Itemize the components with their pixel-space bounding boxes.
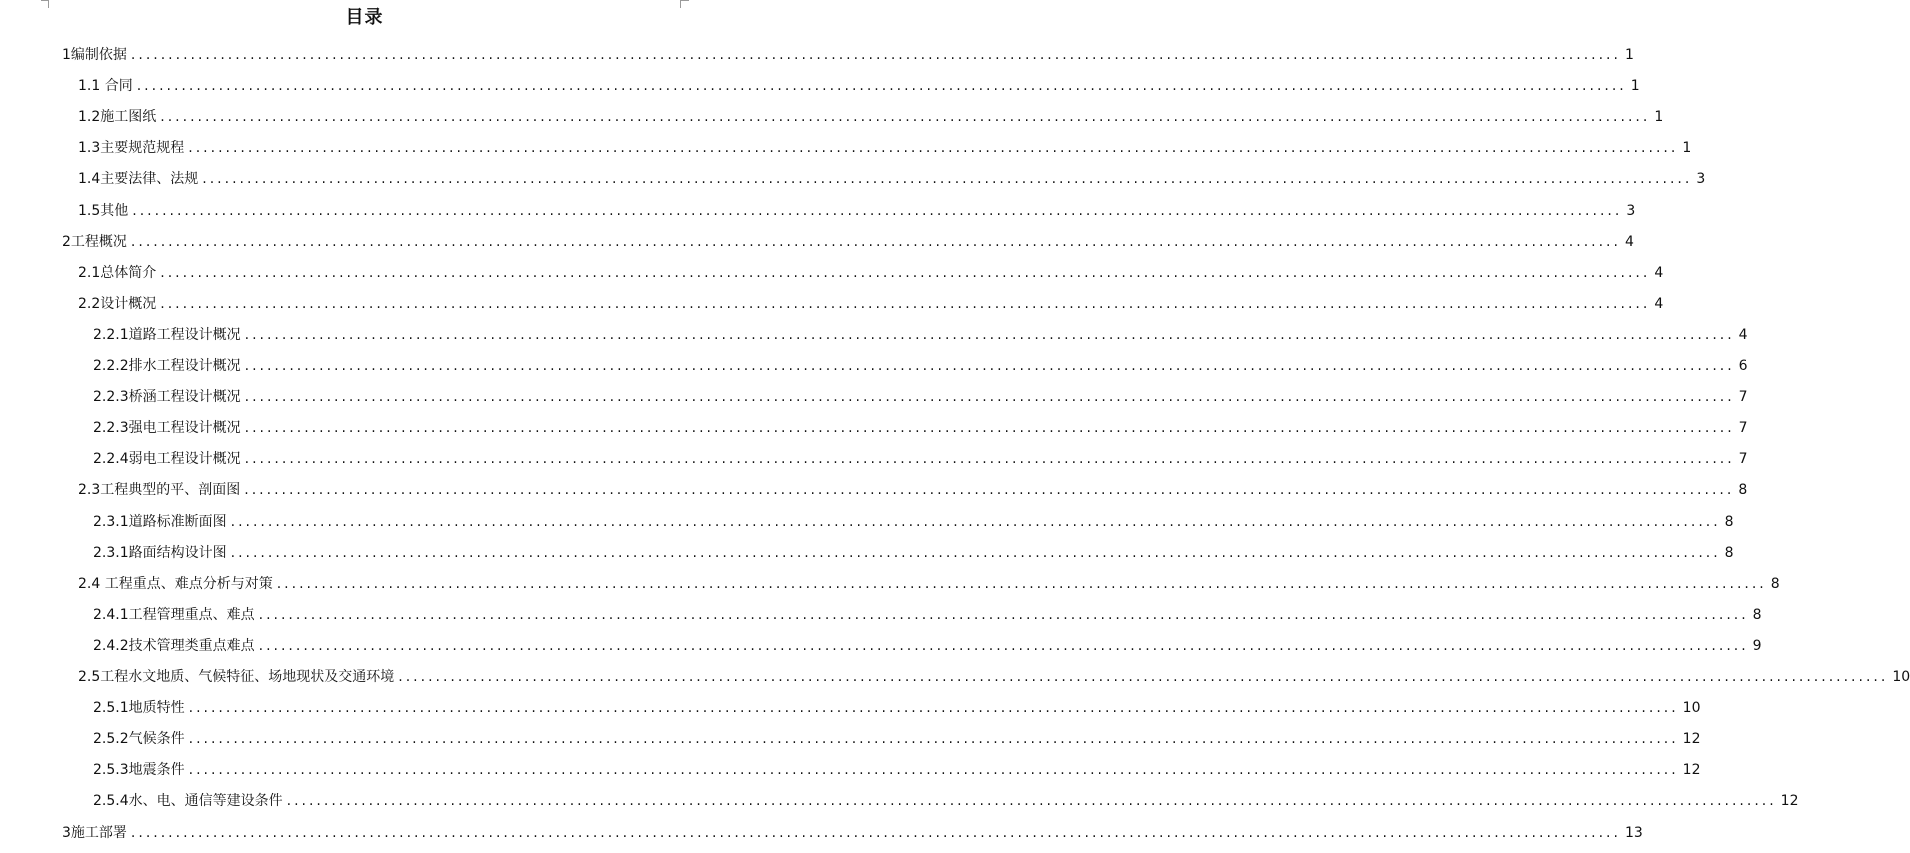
toc-leader-dots: ........................................................................................................................................................................................................	[130, 233, 1621, 250]
toc-leader-dots: ........................................................................................................................................................................................................	[188, 731, 1679, 748]
toc-leader-dots: ........................................................................................................................................................................................................	[136, 78, 1627, 95]
toc-leader-dots: ........................................................................................................................................................................................................	[132, 202, 1623, 219]
toc-entry[interactable]	[0, 291, 1664, 313]
toc-leader-dots: ........................................................................................................................................................................................................	[244, 482, 1735, 499]
toc-leader-dots: ........................................................................................................................................................................................................	[244, 451, 1735, 468]
toc-leader-dots: ........................................................................................................................................................................................................	[230, 544, 1721, 561]
margin-mark-left-h	[41, 0, 49, 1]
toc-entry-page: 12	[1682, 731, 1701, 748]
toc-entry-label: 2工程概况	[62, 233, 127, 250]
toc-entry-label: 2.4.1工程管理重点、难点	[93, 606, 255, 623]
toc-entry[interactable]	[0, 477, 1748, 499]
toc-leader-dots: ........................................................................................................................................................................................................	[230, 513, 1721, 530]
toc-title: 目录	[345, 7, 384, 28]
toc-entry-page: 12	[1780, 793, 1799, 810]
toc-entry-label: 1编制依据	[62, 47, 127, 63]
toc-entry-page: 10	[1892, 669, 1910, 685]
toc-entry-page: 1	[1654, 109, 1664, 126]
toc-entry-label: 2.2.3强电工程设计概况	[93, 420, 241, 437]
toc-entry-page: 9	[1752, 637, 1762, 654]
toc-leader-dots: ........................................................................................................................................................................................................	[160, 264, 1651, 281]
toc-entry[interactable]	[0, 322, 1748, 344]
toc-entry-page: 1	[1624, 47, 1634, 63]
toc-entry-page: 3	[1696, 171, 1706, 188]
toc-entry-page: 4	[1624, 233, 1634, 250]
toc-entry[interactable]	[0, 726, 1701, 748]
toc-entry-page: 7	[1738, 420, 1748, 437]
toc-entry[interactable]	[0, 602, 1762, 624]
toc-entry[interactable]	[0, 384, 1748, 406]
toc-entry[interactable]	[0, 198, 1636, 220]
toc-entry-page: 12	[1682, 762, 1701, 779]
toc-leader-dots: ........................................................................................................................................................................................................	[202, 171, 1693, 188]
toc-entry[interactable]	[0, 664, 1910, 686]
toc-leader-dots: ........................................................................................................................................................................................................	[244, 389, 1735, 406]
toc-entry-label: 2.5.3地震条件	[93, 762, 185, 779]
margin-mark-right-h	[681, 0, 689, 1]
toc-entry[interactable]	[0, 42, 1634, 64]
toc-entry-label: 2.3.1路面结构设计图	[93, 544, 227, 561]
toc-entry-label: 1.3主要规范规程	[78, 140, 185, 157]
toc-leader-dots: ........................................................................................................................................................................................................	[160, 295, 1651, 312]
toc-entry[interactable]	[0, 104, 1664, 126]
toc-entry-page: 1	[1682, 140, 1692, 157]
toc-entry-page: 8	[1770, 575, 1780, 592]
toc-entry-page: 6	[1738, 358, 1748, 374]
toc-entry-page: 8	[1724, 544, 1734, 561]
toc-entry[interactable]	[0, 633, 1762, 655]
toc-entry[interactable]	[0, 695, 1701, 717]
toc-leader-dots: ........................................................................................................................................................................................................	[276, 575, 1767, 592]
toc-entry-page: 8	[1724, 513, 1734, 530]
toc-entry[interactable]	[0, 135, 1692, 157]
toc-entry-label: 1.4主要法律、法规	[78, 171, 199, 188]
toc-entry[interactable]	[0, 571, 1780, 593]
toc-leader-dots: ........................................................................................................................................................................................................	[398, 669, 1889, 685]
toc-entry-page: 8	[1752, 606, 1762, 623]
toc-leader-dots: ........................................................................................................................................................................................................	[258, 637, 1749, 654]
toc-entry[interactable]	[0, 540, 1734, 562]
toc-entry-label: 2.3工程典型的平、剖面图	[78, 482, 241, 499]
toc-entry-page: 4	[1654, 295, 1664, 312]
toc-entry[interactable]	[0, 353, 1748, 375]
toc-entry-label: 3施工部署	[62, 824, 127, 841]
toc-entry-label: 2.5.4水、电、通信等建设条件	[93, 793, 283, 810]
toc-entry-label: 2.2.2排水工程设计概况	[93, 358, 241, 374]
toc-leader-dots: ........................................................................................................................................................................................................	[188, 140, 1679, 157]
toc-entry[interactable]	[0, 166, 1706, 188]
toc-entry-label: 1.1 合同	[78, 78, 133, 95]
toc-entry-label: 2.2设计概况	[78, 295, 157, 312]
toc-leader-dots: ........................................................................................................................................................................................................	[244, 420, 1735, 437]
toc-entry-page: 10	[1682, 700, 1701, 717]
toc-entry-page: 3	[1626, 202, 1636, 219]
toc-leader-dots: ........................................................................................................................................................................................................	[130, 47, 1621, 63]
toc-entry[interactable]	[0, 446, 1748, 468]
toc-entry-label: 2.2.3桥涵工程设计概况	[93, 389, 241, 406]
toc-entry[interactable]	[0, 73, 1640, 95]
toc-entry[interactable]	[0, 757, 1701, 779]
toc-entry-label: 2.4 工程重点、难点分析与对策	[78, 575, 273, 592]
toc-entry-page: 8	[1738, 482, 1748, 499]
toc-entry-page: 4	[1654, 264, 1664, 281]
toc-entry[interactable]	[0, 260, 1664, 282]
toc-entry[interactable]	[0, 820, 1643, 842]
toc-entry-label: 2.4.2技术管理类重点难点	[93, 637, 255, 654]
toc-entry-label: 2.2.1道路工程设计概况	[93, 326, 241, 343]
toc-leader-dots: ........................................................................................................................................................................................................	[188, 762, 1679, 779]
toc-entry-label: 2.2.4弱电工程设计概况	[93, 451, 241, 468]
toc-entry-page: 7	[1738, 451, 1748, 468]
toc-entry[interactable]	[0, 415, 1748, 437]
toc-entry[interactable]	[0, 229, 1634, 251]
toc-entry-page: 1	[1630, 78, 1640, 95]
toc-entry-label: 2.5.2气候条件	[93, 731, 185, 748]
toc-entry-page: 7	[1738, 389, 1748, 406]
toc-leader-dots: ........................................................................................................................................................................................................	[188, 700, 1679, 717]
toc-entry[interactable]	[0, 788, 1799, 810]
toc-entry-label: 1.2施工图纸	[78, 109, 157, 126]
toc-leader-dots: ........................................................................................................................................................................................................	[130, 824, 1621, 841]
toc-entry-label: 2.5.1地质特性	[93, 700, 185, 717]
toc-entry-label: 2.1总体简介	[78, 264, 157, 281]
toc-entry-label: 2.3.1道路标准断面图	[93, 513, 227, 530]
toc-entry-page: 13	[1624, 824, 1643, 841]
toc-entry-label: 2.5工程水文地质、气候特征、场地现状及交通环境	[78, 669, 395, 685]
toc-entry-label: 1.5其他	[78, 202, 129, 219]
toc-leader-dots: ........................................................................................................................................................................................................	[258, 606, 1749, 623]
toc-entry[interactable]	[0, 509, 1734, 531]
toc-entry-page: 4	[1738, 326, 1748, 343]
toc-leader-dots: ........................................................................................................................................................................................................	[160, 109, 1651, 126]
toc-leader-dots: ........................................................................................................................................................................................................	[244, 358, 1735, 374]
toc-leader-dots: ........................................................................................................................................................................................................	[286, 793, 1777, 810]
toc-leader-dots: ........................................................................................................................................................................................................	[244, 326, 1735, 343]
